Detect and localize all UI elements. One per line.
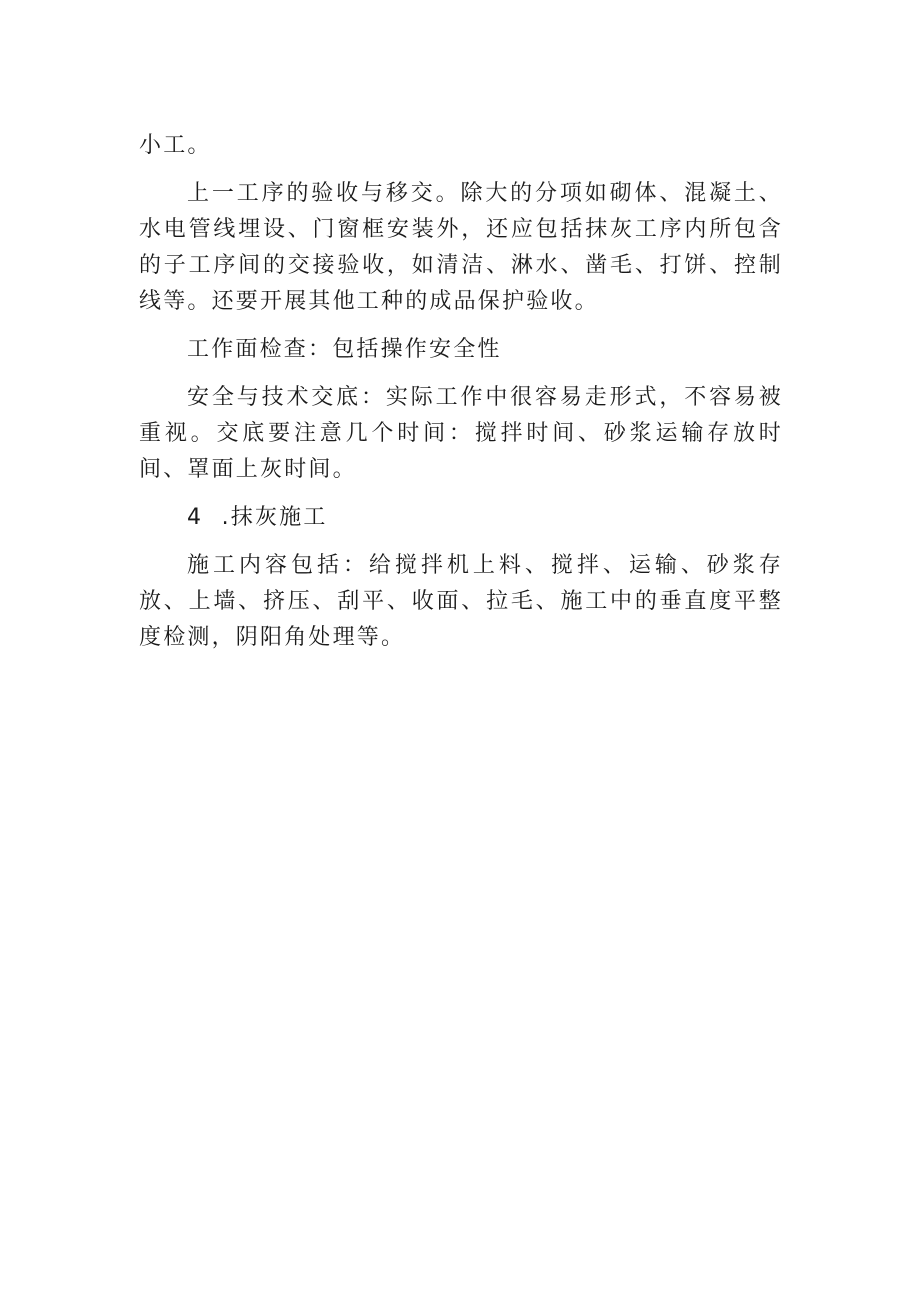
section-heading-plastering: 4 .抹灰施工 <box>187 505 328 530</box>
paragraph-gap <box>139 536 783 548</box>
paragraph-continuation: 小工。 <box>139 133 212 158</box>
paragraph-construction-content: 施工内容包括：给搅拌机上料、搅拌、运输、砂浆存放、上墙、挤压、刮平、收面、拉毛、施工中的垂直度平整度检测，阴阳角处理等。 <box>139 553 783 650</box>
paragraph-gap <box>139 164 783 176</box>
document-body <box>139 128 783 656</box>
paragraph-gap <box>139 320 783 332</box>
paragraph-safety-briefing: 安全与技术交底：实际工作中很容易走形式，不容易被重视。交底要注意几个时间：搅拌时间、砂浆运输存放时间、罩面上灰时间。 <box>139 385 783 482</box>
paragraph-handover-acceptance: 上一工序的验收与移交。除大的分项如砌体、混凝土、水电管线埋设、门窗框安装外，还应包括抹灰工序内所包含的子工序间的交接验收，如清洁、淋水、凿毛、打饼、控制线等。还要开展其他工种的成品保护验收。 <box>139 181 783 314</box>
paragraph-gap <box>139 488 783 500</box>
paragraph-gap <box>139 368 783 380</box>
paragraph-work-surface-check: 工作面检查：包括操作安全性 <box>187 337 502 362</box>
